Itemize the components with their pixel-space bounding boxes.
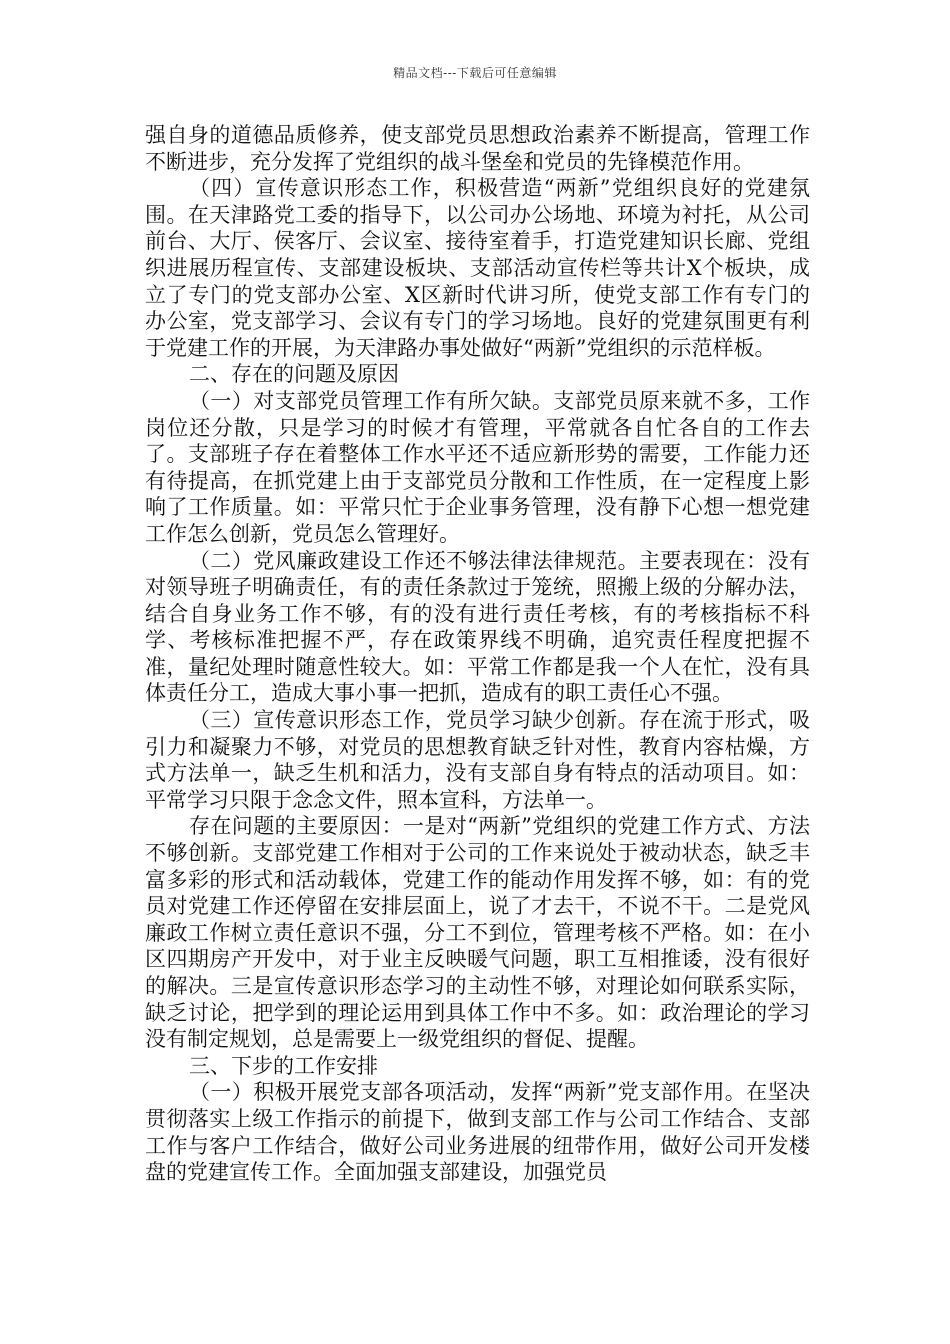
paragraph-1: 强自身的道德品质修养，使支部党员思想政治素养不断提高，管理工作不断进步，充分发挥了党组织的战斗堡垒和党员的先锋模范作用。 xyxy=(145,123,810,174)
paragraph-6: 存在问题的主要原因：一是对“两新”党组织的党建工作方式、方法不够创新。支部党建工作相对于公司的工作来说处于被动状态，缺乏丰富多彩的形式和活动载体，党建工作的能动作用发挥不够，如：有的党员对党建工作还停留在安排层面上，说了才去干，不说不干。二是党风廉政工作树立责任意识不强，分工不到位，管理考核不严格。如：在小区四期房产开发中，对于业主反映暖气问题，职工互相推诿，没有很好的解决。三是宣传意识形态学习的主动性不够，对理论如何联系实际，缺乏讨论，把学到的理论运用到具体工作中不多。如：政治理论的学习没有制定规划，总是需要上一级党组织的督促、提醒。 xyxy=(145,814,810,1052)
section-heading-3: 三、下步的工作安排 xyxy=(189,1053,378,1078)
section-heading-2: 二、存在的问题及原因 xyxy=(189,362,399,387)
paragraph-4: （二）党风廉政建设工作还不够法律法律规范。主要表现在：没有对领导班子明确责任，有的责任条款过于笼统，照搬上级的分解办法，结合自身业务工作不够，有的没有进行责任考核，有的考核指标不科学、考核标准把握不严，存在政策界线不明确，追究责任程度把握不准，量纪处理时随意性较大。如：平常工作都是我一个人在忙，没有具体责任分工，造成大事小事一把抓，造成有的职工责任心不强。 xyxy=(145,548,810,706)
paragraph-3: （一）对支部党员管理工作有所欠缺。支部党员原来就不多，工作岗位还分散，只是学习的时候才有管理，平常就各自忙各自的工作去了。支部班子存在着整体工作水平还不适应新形势的需要，工作能力还有待提高，在抓党建上由于支部党员分散和工作性质，在一定程度上影响了工作质量。如：平常只忙于企业事务管理，没有静下心想一想党建工作怎么创新，党员怎么管理好。 xyxy=(145,388,810,546)
paragraph-2: （四）宣传意识形态工作，积极营造“两新”党组织良好的党建氛围。在天津路党工委的指导下，以公司办公场地、环境为衬托，从公司前台、大厅、侯客厅、会议室、接待室着手，打造党建知识长廊、党组织进展历程宣传、支部建设板块、支部活动宣传栏等共计X个板块，成立了专门的党支部办公室、X区新时代讲习所，使党支部工作有专门的办公室，党支部学习、会议有专门的学习场地。良好的党建氛围更有利于党建工作的开展，为天津路办事处做好“两新”党组织的示范样板。 xyxy=(145,176,810,360)
paragraph-5: （三）宣传意识形态工作，党员学习缺少创新。存在流于形式，吸引力和凝聚力不够，对党员的思想教育缺乏针对性，教育内容枯燥，方式方法单一，缺乏生机和活力，没有支部自身有特点的活动项目。如：平常学习只限于念念文件，照本宣科，方法单一。 xyxy=(145,708,810,812)
page-header: 精品文档---下载后可任意编辑 xyxy=(393,66,557,80)
paragraph-7: （一）积极开展党支部各项活动，发挥“两新”党支部作用。在坚决贯彻落实上级工作指示的前提下，做到支部工作与公司工作结合、支部工作与客户工作结合，做好公司业务进展的纽带作用，做好公司开发楼盘的党建宣传工作。全面加强支部建设，加强党员 xyxy=(145,1080,810,1185)
document-body xyxy=(145,122,810,1186)
